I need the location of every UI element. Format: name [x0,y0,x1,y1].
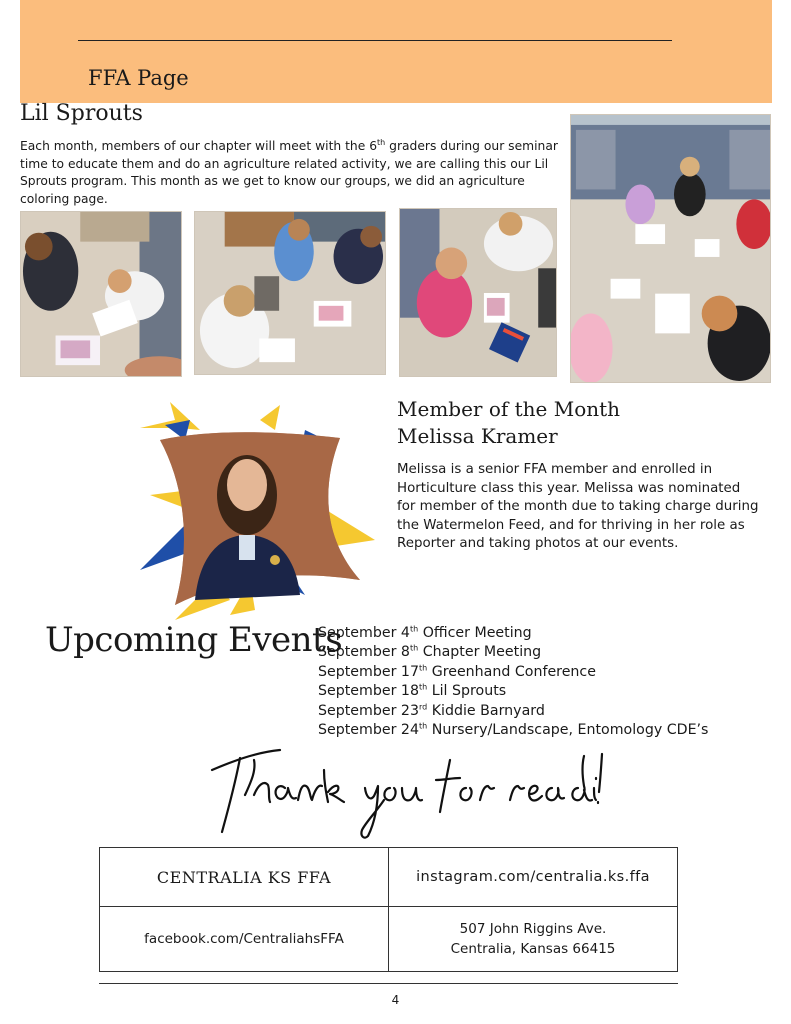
event-name: Chapter Meeting [418,644,542,661]
photo-girl-coloring [399,208,557,377]
member-name: Melissa Kramer [397,424,558,448]
event-item [318,624,708,643]
address-line-2: Centralia, Kansas 66415 [450,941,616,957]
event-date-suffix: th [409,643,419,653]
event-name: Nursery/Landscape, Entomology CDE’s [427,722,709,739]
facebook-link[interactable]: facebook.com/CentraliahsFFA [100,907,389,971]
event-date-suffix: th [409,624,419,634]
event-date-suffix: th [418,682,428,692]
event-date: September 18 [318,683,419,700]
event-date: September 23 [318,702,419,719]
event-name: Kiddie Barnyard [427,702,545,719]
event-item [318,721,708,740]
event-date-suffix: th [418,721,428,731]
upcoming-events-title: Upcoming Events [45,620,343,660]
event-name: Lil Sprouts [427,683,507,700]
lil-sprouts-intro: Each month, members of our chapter will meet with the 6th graders during our seminar time to educate them and do an agriculture related activity, we are calling this our Lil Sprouts program. This month as we get to know our groups, we did an agriculture coloring page. [20,137,558,206]
photo-classroom-group [570,114,771,383]
instagram-link[interactable]: instagram.com/centralia.ks.ffa [389,848,677,907]
lil-sprouts-title: Lil Sprouts [20,101,143,126]
member-of-month-body: Melissa is a senior FFA member and enrolled in Horticulture class this year. Melissa was nominated for member of the month due to taking charge during the Watermelon Feed, and for thriving in her role as Reporter and taking photos at our events. [397,462,759,551]
event-item [318,663,708,682]
event-date: September 8 [318,644,410,661]
event-item [318,643,708,662]
photo-students-coloring-2 [194,211,386,375]
photo-students-coloring-1 [20,211,182,377]
org-name: CENTRALIA KS FFA [100,848,389,907]
address [389,907,677,971]
event-date-suffix: rd [418,701,428,711]
header-rule [78,40,672,41]
event-date: September 4 [318,625,410,641]
page-title: FFA Page [88,66,189,90]
event-date: September 17 [318,663,419,680]
events-list [318,624,708,740]
footer-rule [99,983,678,984]
member-portrait [160,432,360,605]
member-photo-starburst [135,400,375,630]
event-date: September 24 [318,722,419,739]
address-line-1: 507 John Riggins Ave. [459,921,607,937]
event-name: Officer Meeting [418,625,532,641]
thank-you-signature [190,740,610,850]
event-item [318,702,708,721]
page-number: 4 [391,993,400,1007]
member-of-month-heading: Member of the Month [397,397,621,421]
contact-table [99,847,678,972]
event-item [318,682,708,701]
member-of-month-title [397,396,620,450]
event-name: Greenhand Conference [427,663,596,680]
event-date-suffix: th [418,663,428,673]
